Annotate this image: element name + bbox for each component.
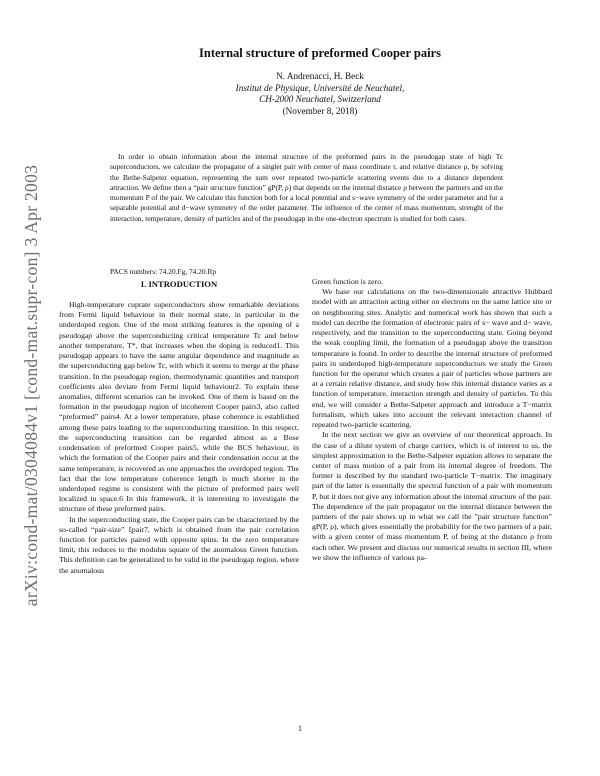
paper-date: (November 8, 2018) [282,105,358,116]
right-paragraph-1: Green function is zero. [312,277,384,286]
affiliation-line-2: CH-2000 Neuchatel, Switzerland [259,94,381,105]
left-paragraph-1: High-temperature cuprate superconductors show remarkable deviations from Fermi liquid behaviour in their normal state, in particular in the underdoped region. One of the most striking features is the opening of a pseudogap above the superconducting critical temperature Tc and below another temperature, T*, that increases when the doping is reduced1. This pseudogap appears to have the same angular dependence and magnitude as the superconducting gap below Tc, with which it seems to merge at the phase transition. In the pseudogap region, thermodynamic quantities and transport coefficients also deviate from Fermi liquid behaviour2. To explain these anomalies, different scenarios can be invoked. One of them is based on the formation in the pseudogap region of incoherent Cooper pairs3, also called “preformed” pairs4. At a lower temperature, phase coherence is established among these pairs leading to the superconducting transition. In this respect, the superconducting transition can be regarded almost as a Bose condensation of preformed Cooper pairs5, while the BCS behaviour, in which the formation of the Cooper pairs and their condensation occur at the same temperature, is recovered as one approaches the overdoped region. The fact that the low temperature coherence length is much shorter in the underdoped regime is consistent with the picture of preformed pairs well localized in space.6 In this framework, it is interesting to investigate the structure of these preformed pairs. [59,300,299,514]
abstract: In order to obtain information about the internal structure of the preformed pairs in the pseudogap state of high Tc superconductors, we calculate the propagator of a singlet pair with center of mass coordinate r, and relative distance ρ, by solving the Bethe-Salpeter equation, representing the sum over repeated two-particle scattering events due to a distance dependent attraction. We define then a “pair structure function” gP(P, ρ) that depends on the internal distance ρ between the partners and on the momentum P of the pair. We calculate this function both for a local potential and s−wave symmetry of the order parameter and for a separable potential and d−wave symmetry of the order parameter. The influence of the center of mass momentum, strenght of the interaction, temperature, density of particles and of the pseudogap in the one-electron spectrum is studied for both cases. [110,152,503,223]
page-number: 1 [298,724,302,733]
paper-title: Internal structure of preformed Cooper pairs [199,46,441,60]
left-column [59,300,299,576]
arxiv-identifier-stamp [14,100,50,670]
right-paragraph-2: We base our calculations on the two-dimensionale attractive Hubbard model with an attraction acting either on electrons on the same lattice site or on neighbouring sites. Analytic and numerical work has shown that such a model can decribe the formation of electronic pairs of s− wave and d− wave, respectively, and the transition to the superconducting state. Going beyond the weak coupling limit, the formation of a pseudogap above the transition temperature is found. In order to describe the internal structure of preformed pairs in underdoped high-temperature superconductors we study the Green function for the operator which creates a pair of particles whose partners are at a certain relative distance, and study how this internal distance varies as a function of temperature, interaction strength and density of particles. To this end, we will consider a Bethe-Salpeter approach and introduce a T−matrix formalism, which takes into account the relevant interaction channel of repeated two-particle scattering. [312,287,552,430]
affiliation-line-1: Institut de Physique, Université de Neuchatel, [235,82,405,93]
pacs-numbers: PACS numbers: 74.20.Fg, 74.20.Rp [110,267,217,276]
paper-authors: N. Andrenacci, H. Beck [276,71,364,81]
left-paragraph-2: In the superconducting state, the Cooper pairs can be characterized by the so-called “pair-size” ξpair7, which is obtained from the pair correlation function for particles paired with opposite spins. In the zero temperature limit, this reduces to the modulus square of the anomalous Green function. This definition can be generalized to be valid in the pseudogap region, where the anomalous [59,514,299,575]
paper-header [80,46,560,117]
right-column [312,277,552,563]
arxiv-identifier-text: arXiv:cond-mat/0304084v1 [cond-mat.supr-con] 3 Apr 2003 [21,164,42,606]
section-heading-introduction: I. INTRODUCTION [140,279,218,289]
right-paragraph-3: In the next section we give an overview of our theoretical approach. In the case of a dilute system of charge carriers, which is of interest to us, the simplest approximation to the Bethe-Salpeter equation allows to separate the center of mass motion of a pair from its internal degree of freedom. The former is described by the standard two-particle T−matrix. The imaginary part of the latter is essentially the spectral function of a pair with momentum P, but it does not give any information about the internal structure of the pair. The dependence of the pair propagator on the internal distance between the partners of the pair shows up in what we call the ”pair structure function” gP(P, ρ), which gives essentially the probability for the two partners of a pair, with a given center of mass momentum P, of being at the distance ρ from each other. We present and discuss our numerical results in section III, where we show the influence of various pa- [312,430,552,562]
